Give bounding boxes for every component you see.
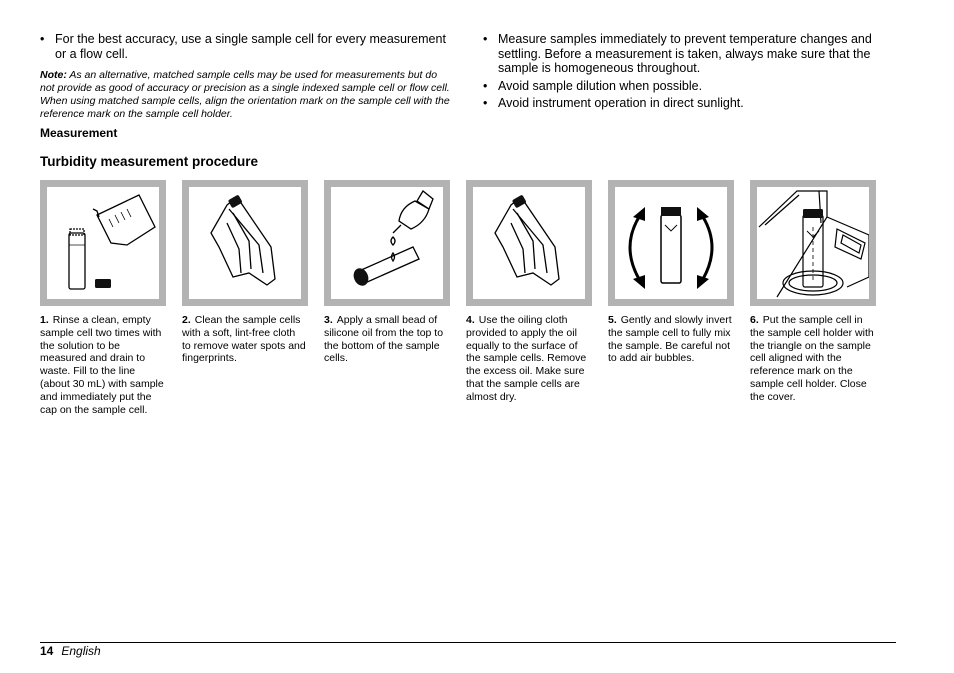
step-2-illustration [182, 180, 308, 306]
step-description: Gently and slowly invert the sample cell to fully mix the sample. Be careful not to add air bubbles. [608, 314, 732, 365]
oiling-cloth-icon [473, 187, 585, 299]
step-description: Rinse a clean, empty sample cell two times with the solution to be measured and drain to waste. Fill to the line (about 30 mL) with sample and immediately put the cap on the sample cell. [40, 314, 164, 416]
step-description: Use the oiling cloth provided to apply the oil equally to the surface of the sample cells. Remove the excess oil. Make sure that the sample cells are almost dry. [466, 314, 587, 403]
cell-holder-icon [757, 187, 869, 299]
bullet-item [483, 96, 893, 111]
note-paragraph [40, 69, 454, 121]
bullet-dot: • [483, 96, 488, 110]
bullet-text: Avoid sample dilution when possible. [498, 78, 703, 93]
step-5-text [608, 314, 732, 365]
step-description: Put the sample cell in the sample cell holder with the triangle on the sample cell aligned with the reference mark on the sample cell holder. Close the cover. [750, 314, 874, 403]
note-text: As an alternative, matched sample cells may be used for measurements but do not provide as good of accuracy or precision as a single indexed sample cell or flow cell. When using matched sample cells, align the orientation mark on the sample cell with the reference mark on the sample cell holder. [40, 69, 450, 120]
page-footer [40, 644, 101, 658]
step-number: 4. [466, 314, 475, 326]
step-2-text [182, 314, 306, 365]
right-column [483, 32, 893, 114]
measurement-heading: Measurement [40, 126, 118, 140]
step-number: 6. [750, 314, 759, 326]
step-4-text [466, 314, 590, 404]
step-number: 1. [40, 314, 49, 326]
note-label: Note: [40, 69, 67, 81]
procedure-heading: Turbidity measurement procedure [40, 154, 259, 169]
step-3-illustration [324, 180, 450, 306]
bullet-dot: • [40, 32, 45, 46]
page-number: 14 [40, 644, 54, 658]
step-6-text [750, 314, 874, 404]
step-number: 2. [182, 314, 191, 326]
invert-cell-icon [615, 187, 727, 299]
cloth-clean-icon [189, 187, 301, 299]
bullet-item [483, 79, 893, 94]
bullet-dot: • [483, 78, 488, 93]
step-3-text [324, 314, 448, 365]
step-description: Apply a small bead of silicone oil from the top to the bottom of the sample cells. [324, 314, 444, 365]
bullet-text: Avoid instrument operation in direct sunlight. [498, 96, 744, 110]
footer-divider [40, 642, 896, 643]
bullet-item [40, 32, 460, 61]
bullet-text: For the best accuracy, use a single sample cell for every measurement or a flow cell. [55, 32, 446, 61]
oil-drop-icon [331, 187, 443, 299]
step-1-text [40, 314, 164, 416]
bullet-text: Measure samples immediately to prevent temperature changes and settling. Before a measurement is taken, always make sure that the sample is homogeneous throughout. [498, 32, 872, 75]
bullet-item [483, 32, 893, 76]
footer-language: English [61, 644, 101, 658]
step-5-illustration [608, 180, 734, 306]
step-4-illustration [466, 180, 592, 306]
step-6-illustration [750, 180, 876, 306]
step-number: 5. [608, 314, 617, 326]
step-number: 3. [324, 314, 333, 326]
step-description: Clean the sample cells with a soft, lint-free cloth to remove water spots and fingerprints. [182, 314, 306, 365]
step-1-illustration [40, 180, 166, 306]
left-column [40, 32, 460, 140]
bullet-dot: • [483, 32, 488, 46]
rinse-cell-icon [47, 187, 159, 299]
